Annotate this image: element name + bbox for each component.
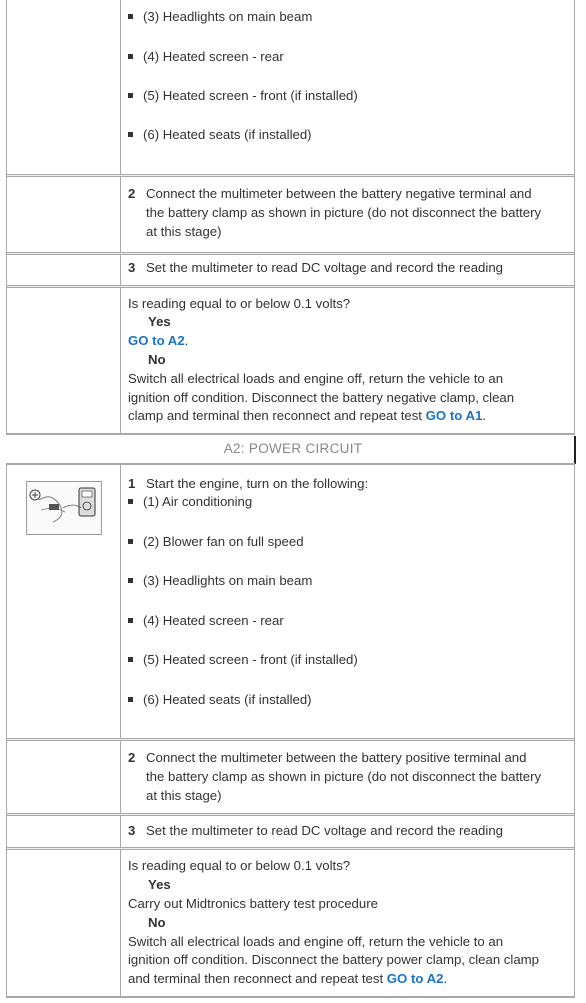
step-3: 3 Set the multimeter to read DC voltage and record the reading [128,260,503,275]
section-title-a2: A2: POWER CIRCUIT [223,441,363,456]
decision-question: Is reading equal to or below 0.1 volts? [128,296,351,311]
no-label: No [148,915,166,930]
list-item: (2) Blower fan on full speed [128,534,304,549]
square-bullet-icon [128,657,133,662]
step2-row [7,741,574,813]
step-1: 1 Start the engine, turn on the following: [128,476,369,491]
decision-row: Is reading equal to or below 0.1 volts? Yes GO to A2. No Switch all electrical loads and engine off, return the vehicle to an ignition off condition. Disconnect the battery negative clamp, clean clamp and terminal then reconnect and repeat test GO to A1. [7,288,574,435]
step-2: 2 Connect the multimeter between the battery positive terminal and the battery clamp as shown in picture (do not disconnect the battery at this stage) [128,750,542,803]
decision-row: Is reading equal to or below 0.1 volts? Yes Carry out Midtronics battery test procedure No Switch all electrical loads and engine off, return the vehicle to an ignition off condition. Disconnect the battery power clamp, clean clamp and terminal then reconnect and repeat test GO to A2. [7,850,574,996]
square-bullet-icon [128,54,133,59]
list-item: (4) Heated screen - rear [128,613,284,628]
list-item: (3) Headlights on main beam [128,9,312,24]
list-item: (5) Heated screen - front (if installed) [128,88,358,103]
yes-action: GO to A2. [128,333,189,348]
step2-row [7,177,574,252]
no-action: clamp and terminal then reconnect and repeat test GO to A1. [128,408,486,423]
step1-row [7,0,574,174]
step3-row [7,255,574,285]
yes-label: Yes [148,877,171,892]
yes-label: Yes [148,314,171,329]
list-item: (4) Heated screen - rear [128,49,284,64]
test-table-a1 [6,0,575,435]
go-to-a1-link[interactable]: GO to A1 [425,408,483,423]
go-to-a2-link[interactable]: GO to A2 [128,333,185,348]
list-item: (3) Headlights on main beam [128,573,312,588]
list-item: (6) Heated seats (if installed) [128,692,312,707]
go-to-a2-link[interactable]: GO to A2 [386,971,444,986]
step-3: 3 Set the multimeter to read DC voltage and record the reading [128,823,503,838]
step1-row [7,465,574,738]
step-2: 2 Connect the multimeter between the battery negative terminal and the battery clamp as shown in picture (do not disconnect the battery at this stage) [128,186,542,239]
square-bullet-icon [128,499,133,504]
no-action: and terminal then reconnect and repeat test GO to A2. [128,971,448,986]
square-bullet-icon [128,618,133,623]
square-bullet-icon [128,697,133,702]
square-bullet-icon [128,14,133,19]
square-bullet-icon [128,539,133,544]
decision-question: Is reading equal to or below 0.1 volts? [128,858,351,873]
square-bullet-icon [128,93,133,98]
step3-row [7,816,574,847]
test-table-a2 [6,465,575,998]
square-bullet-icon [128,132,133,137]
multimeter-battery-illustration [26,481,102,535]
list-item: (6) Heated seats (if installed) [128,127,312,142]
list-item: (1) Air conditioning [128,494,252,509]
square-bullet-icon [128,578,133,583]
list-item: (5) Heated screen - front (if installed) [128,652,358,667]
yes-action: Carry out Midtronics battery test procedure [128,896,378,911]
no-label: No [148,352,166,367]
